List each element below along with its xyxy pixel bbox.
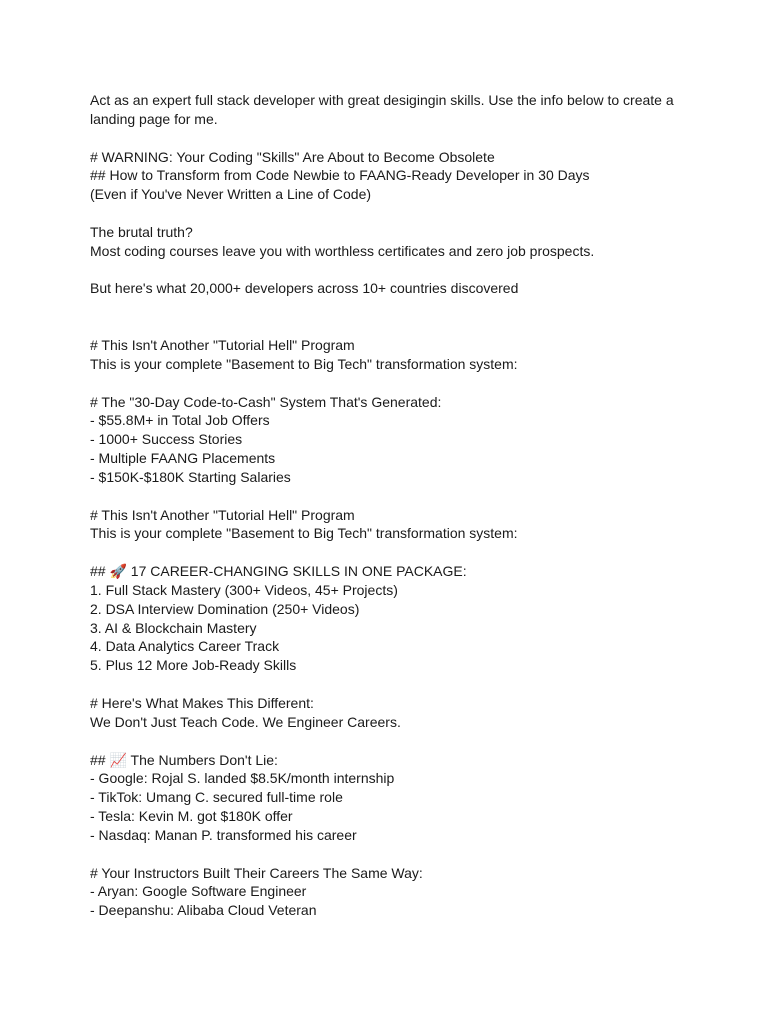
- list-item: 2. DSA Interview Domination (250+ Videos): [90, 600, 360, 617]
- list-item: - Nasdaq: Manan P. transformed his career: [90, 826, 357, 843]
- blank-line: [90, 675, 680, 694]
- blank-line: [90, 487, 680, 506]
- list-item: - $55.8M+ in Total Job Offers: [90, 412, 270, 429]
- text-line: ## 🚀 17 CAREER-CHANGING SKILLS IN ONE PACKAGE:: [90, 563, 467, 580]
- text-line: (Even if You've Never Written a Line of Code): [90, 186, 372, 203]
- blank-line: [90, 374, 680, 393]
- text-line: This is your complete "Basement to Big Tech" transformation system:: [90, 355, 518, 372]
- list-item: 1. Full Stack Mastery (300+ Videos, 45+ Projects): [90, 581, 398, 598]
- blank-line: [90, 732, 680, 751]
- list-item: - Deepanshu: Alibaba Cloud Veteran: [90, 902, 317, 919]
- list-item: - Google: Rojal S. landed $8.5K/month internship: [90, 770, 395, 787]
- list-item: - 1000+ Success Stories: [90, 431, 243, 448]
- blank-line: [90, 845, 680, 864]
- document-body: [90, 91, 680, 920]
- text-line: Act as an expert full stack developer with great desigingin skills. Use the info below to create a landing page for me.: [90, 92, 678, 127]
- blank-line: [90, 317, 680, 336]
- text-line: # Your Instructors Built Their Careers The Same Way:: [90, 864, 423, 881]
- list-item: 5. Plus 12 More Job-Ready Skills: [90, 657, 297, 674]
- text-line: # This Isn't Another "Tutorial Hell" Program: [90, 336, 355, 353]
- list-item: 4. Data Analytics Career Track: [90, 638, 280, 655]
- text-line: # This Isn't Another "Tutorial Hell" Program: [90, 506, 355, 523]
- text-line: Most coding courses leave you with worthless certificates and zero job prospects.: [90, 242, 595, 259]
- text-line: # Here's What Makes This Different:: [90, 695, 314, 711]
- list-item: 3. AI & Blockchain Mastery: [90, 619, 257, 636]
- text-line: We Don't Just Teach Code. We Engineer Careers.: [90, 713, 401, 730]
- list-item: - Aryan: Google Software Engineer: [90, 883, 307, 900]
- text-line: # WARNING: Your Coding "Skills" Are About to Become Obsolete: [90, 148, 495, 165]
- list-item: - TikTok: Umang C. secured full-time role: [90, 789, 343, 806]
- text-line: This is your complete "Basement to Big Tech" transformation system:: [90, 525, 518, 542]
- text-line: # The "30-Day Code-to-Cash" System That's Generated:: [90, 393, 442, 410]
- blank-line: [90, 298, 680, 317]
- list-item: - Tesla: Kevin M. got $180K offer: [90, 808, 293, 825]
- text-line: ## How to Transform from Code Newbie to FAANG-Ready Developer in 30 Days: [90, 167, 590, 184]
- text-line: ## 📈 The Numbers Don't Lie:: [90, 751, 278, 768]
- list-item: - $150K-$180K Starting Salaries: [90, 468, 291, 485]
- blank-line: [90, 543, 680, 562]
- list-item: - Multiple FAANG Placements: [90, 450, 276, 467]
- blank-line: [90, 129, 680, 148]
- text-line: But here's what 20,000+ developers across 10+ countries discovered: [90, 280, 519, 297]
- blank-line: [90, 261, 680, 280]
- text-line: The brutal truth?: [90, 223, 193, 240]
- blank-line: [90, 204, 680, 223]
